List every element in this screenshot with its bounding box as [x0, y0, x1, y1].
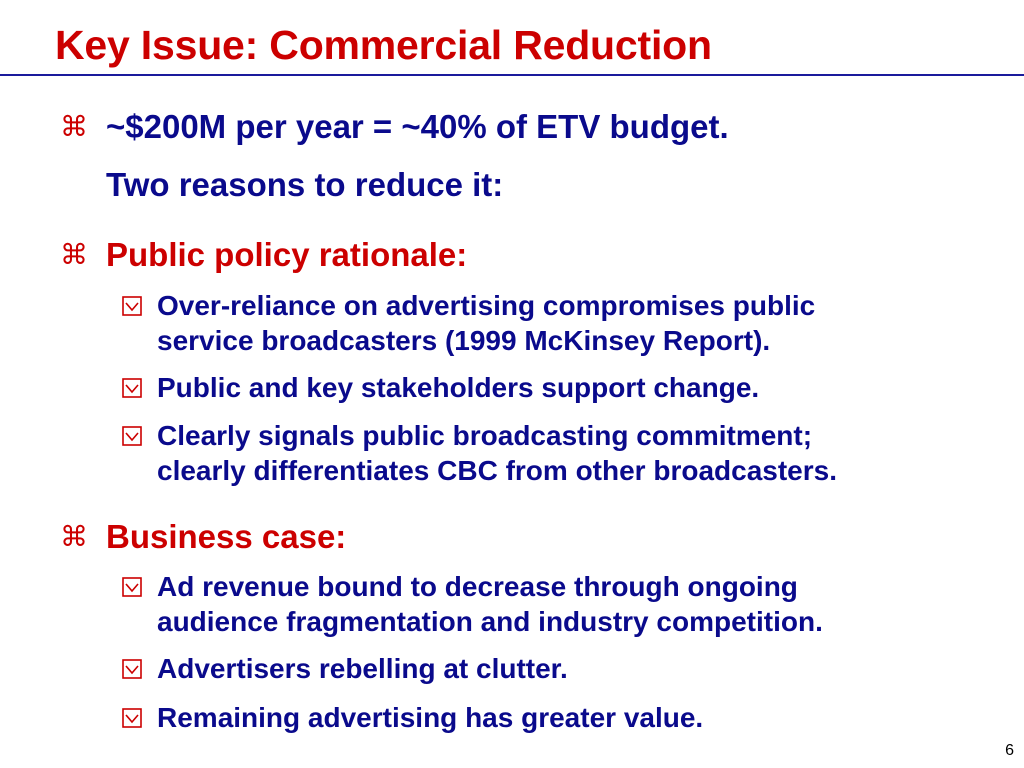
intro-line-1: ~$200M per year = ~40% of ETV budget. — [106, 108, 729, 145]
command-key-icon: ⌘ — [60, 111, 88, 142]
intro-line-2: Two reasons to reduce it: — [106, 166, 504, 203]
checkbox-check-icon — [122, 708, 142, 728]
list-item-line: service broadcasters (1999 McKinsey Report). — [157, 325, 771, 356]
list-item — [157, 418, 837, 488]
slide-title: Key Issue: Commercial Reduction — [55, 22, 712, 68]
list-item — [157, 370, 759, 405]
checkbox-check-icon — [122, 378, 142, 398]
list-item-line: Remaining advertising has greater value. — [157, 702, 704, 733]
list-item-line: clearly differentiates CBC from other broadcasters. — [157, 455, 837, 486]
page-number: 6 — [1005, 742, 1014, 759]
list-item-line: Advertisers rebelling at clutter. — [157, 653, 568, 684]
list-item — [157, 288, 815, 358]
list-item-line: Over-reliance on advertising compromises public — [157, 290, 816, 321]
command-key-icon: ⌘ — [60, 239, 88, 270]
list-item-line: Clearly signals public broadcasting commitment; — [157, 420, 813, 451]
list-item — [157, 651, 568, 686]
checkbox-check-icon — [122, 296, 142, 316]
checkbox-check-icon — [122, 426, 142, 446]
checkbox-check-icon — [122, 659, 142, 679]
list-item — [157, 700, 703, 735]
section-heading-public-policy: Public policy rationale: — [106, 236, 468, 273]
list-item — [157, 569, 823, 639]
section-heading-business-case: Business case: — [106, 518, 347, 555]
list-item-line: Public and key stakeholders support change. — [157, 372, 760, 403]
command-key-icon: ⌘ — [60, 521, 88, 552]
list-item-line: Ad revenue bound to decrease through ongoing — [157, 571, 798, 602]
list-item-line: audience fragmentation and industry competition. — [157, 606, 823, 637]
title-divider — [0, 74, 1024, 76]
checkbox-check-icon — [122, 577, 142, 597]
